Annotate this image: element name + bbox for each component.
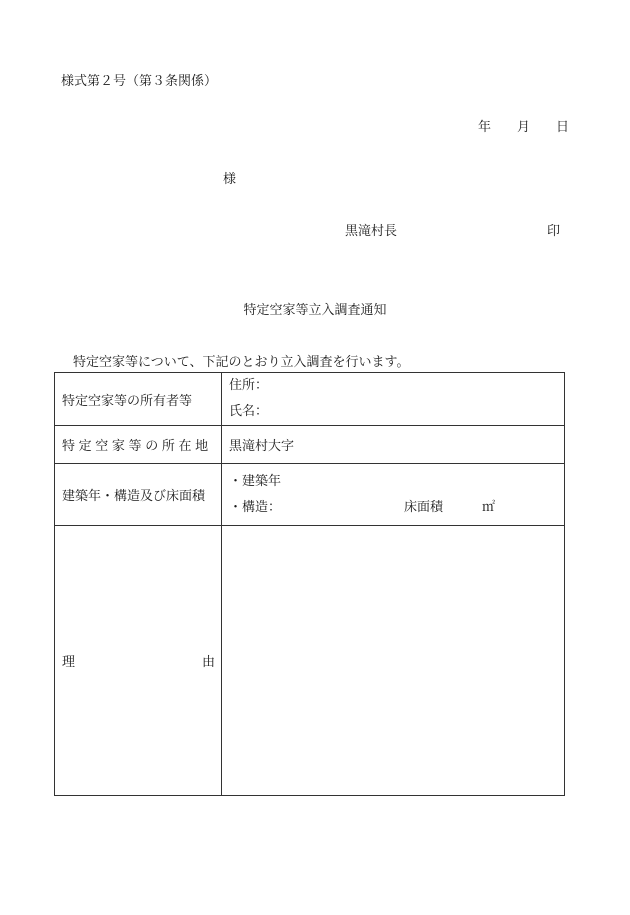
day-label: 日 <box>556 120 570 135</box>
owner-value-cell <box>222 373 565 426</box>
reason-label-right: 由 <box>201 655 215 670</box>
owner-name: 氏名： <box>229 404 269 419</box>
building-row <box>55 464 565 526</box>
floor-area-unit: ㎡ <box>482 499 496 515</box>
owner-address: 住所： <box>229 378 269 393</box>
reason-label <box>55 526 222 796</box>
reason-value <box>222 526 565 796</box>
building-label: 建築年・構造及び床面積 <box>55 464 222 526</box>
issuer-title: 黒滝村長 <box>345 224 398 239</box>
form-number: 様式第２号（第３条関係） <box>61 74 218 89</box>
year-label: 年 <box>478 120 492 135</box>
floor-area-label: 床面積 <box>404 499 444 515</box>
document-title: 特定空家等立入調査通知 <box>243 303 387 318</box>
building-structure-line <box>229 495 564 521</box>
building-year: ・建築年 <box>229 473 282 489</box>
notice-table <box>54 372 565 796</box>
reason-label-left: 理 <box>62 655 76 670</box>
location-value: 黒滝村大字 <box>222 426 565 464</box>
intro-text: 特定空家等について、下記のとおり立入調査を行います。 <box>73 355 410 370</box>
reason-row <box>55 526 565 796</box>
building-structure: ・構造： <box>229 499 282 515</box>
owner-row <box>55 373 565 426</box>
date-line <box>478 116 569 135</box>
location-label: 特定空家等の所在地 <box>55 426 222 464</box>
addressee-suffix: 様 <box>223 172 237 187</box>
month-label: 月 <box>517 120 531 135</box>
location-row <box>55 426 565 464</box>
building-value-cell <box>222 464 565 526</box>
seal-mark: 印 <box>547 224 561 239</box>
owner-label: 特定空家等の所有者等 <box>55 373 222 426</box>
